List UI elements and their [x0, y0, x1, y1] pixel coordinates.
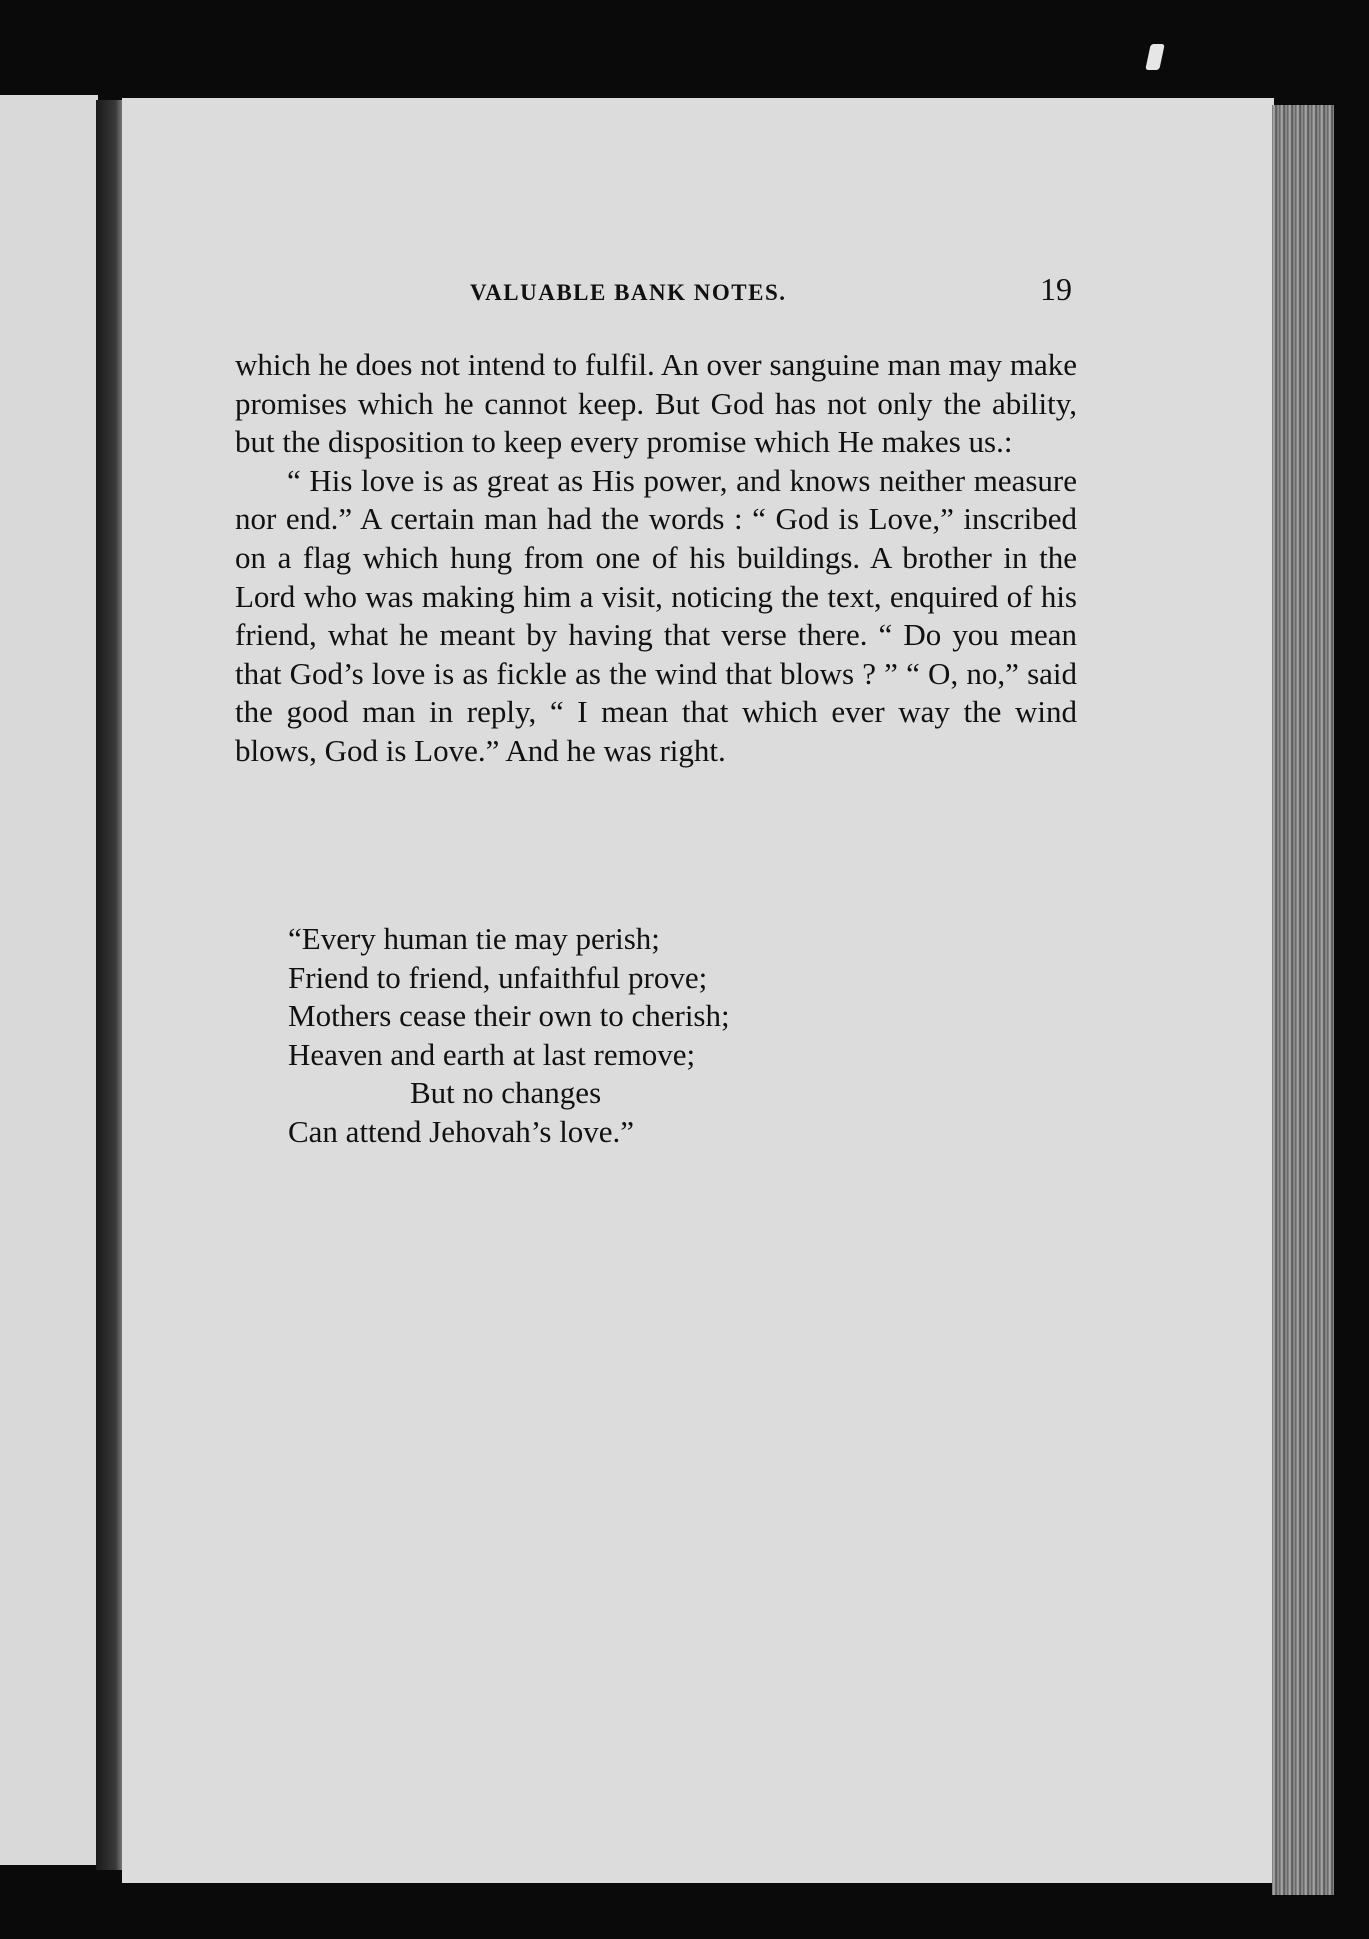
book-gutter	[96, 100, 124, 1870]
paragraph: “ His love is as great as His power, and knows neither measure nor end.” A certain man had the words : “ God is Love,” inscribed on a flag which hung from one of his buildings. A brother in the Lord who was making him a visit, noticing the text, enquired of his friend, what he meant by having that verse there. “ Do you mean that God’s love is as fickle as the wind that blows ? ” “ O, no,” said the good man in reply, “ I mean that which ever way the wind blows, God is Love.” And he was right.	[235, 462, 1077, 768]
poem-line: Mothers cease their own to cherish;	[288, 998, 730, 1034]
poem-line: But no changes	[410, 1075, 602, 1111]
poem-line: “Every human tie may perish;	[288, 921, 660, 956]
running-head: VALUABLE BANK NOTES.	[470, 280, 787, 305]
paragraph: which he does not intend to fulfil. An over sanguine man may make promises which he cannot keep. But God has not only the ability, but the disposition to keep every promise which He makes us.:	[235, 347, 1077, 460]
page-fore-edge	[1272, 105, 1334, 1895]
facing-page-edge	[0, 95, 98, 1865]
poem-line: Can attend Jehovah’s love.”	[288, 1113, 635, 1149]
scan-mark	[1145, 44, 1165, 70]
poem-line: Heaven and earth at last remove;	[288, 1036, 696, 1072]
poem-line: Friend to friend, unfaithful prove;	[288, 959, 708, 995]
body-text	[235, 346, 1077, 771]
poem-block	[288, 920, 730, 1152]
page-number: 19	[1040, 271, 1072, 307]
